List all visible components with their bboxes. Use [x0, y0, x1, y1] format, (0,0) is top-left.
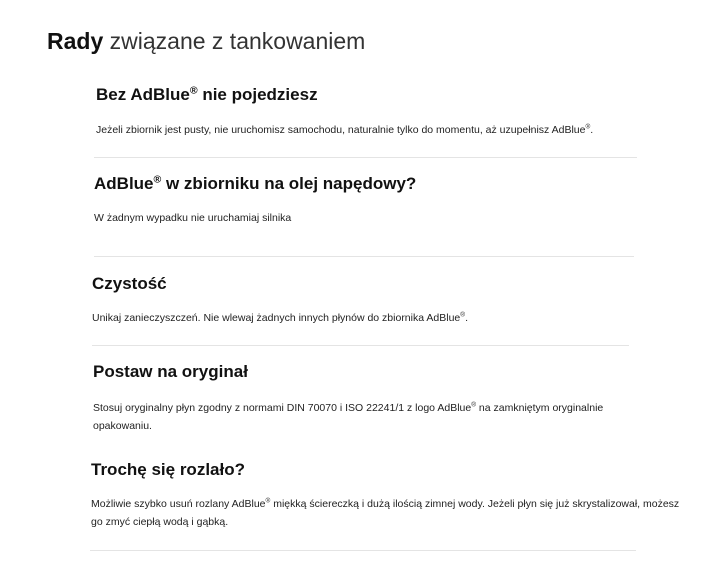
tip-heading [94, 173, 654, 195]
page-title-bold: Rady [47, 28, 104, 54]
tip-section-adblue-in-diesel [94, 173, 654, 227]
tip-text [93, 399, 663, 435]
tip-section-spilled [91, 459, 691, 531]
section-divider [94, 157, 637, 158]
tip-text [96, 121, 656, 139]
registered-mark: ® [265, 497, 271, 505]
registered-mark: ® [153, 173, 162, 186]
heading-text: Bez AdBlue [96, 85, 190, 104]
page-title [47, 27, 365, 55]
tip-section-no-adblue [96, 84, 656, 139]
tip-text [91, 495, 691, 531]
tip-text-part: . [590, 124, 594, 136]
heading-text: AdBlue [94, 174, 154, 193]
page-title-light: związane z tankowaniem [109, 28, 366, 54]
tip-text [92, 309, 652, 327]
heading-text: nie pojedziesz [197, 85, 318, 104]
heading-text: w zbiorniku na olej napędowy? [161, 174, 417, 193]
tip-text-part: Możliwie szybko usuń rozlany AdBlue [91, 498, 266, 510]
tip-text-part: . [465, 312, 468, 324]
tip-text-part: Stosuj oryginalny płyn zgodny z normami DIN 70070 i ISO 22241/1 z logo AdBlue [93, 402, 472, 414]
registered-mark: ® [189, 84, 198, 97]
registered-mark: ® [471, 401, 477, 409]
registered-mark: ® [585, 123, 591, 131]
tip-heading: Trochę się rozlało? [91, 460, 245, 479]
tip-text-part: miękką ściereczką i dużą ilością zimnej wody. Jeżeli płyn się już skrystalizował, możesz go zmyć ciepłą wodą i gąbką. [91, 498, 680, 528]
tip-text-part: na zamkniętym oryginalnie opakowaniu. [93, 402, 604, 432]
tip-text-part: Jeżeli zbiornik jest pusty, nie uruchomisz samochodu, naturalnie tylko do momentu, aż uzupełnisz AdBlue [96, 124, 586, 136]
tip-heading: Postaw na oryginał [93, 362, 248, 381]
tip-text-part: Unikaj zanieczyszczeń. Nie wlewaj żadnych innych płynów do zbiornika AdBlue [92, 312, 461, 324]
tip-heading [96, 84, 656, 106]
section-divider [90, 550, 636, 551]
tip-section-original [93, 361, 663, 435]
tip-section-cleanliness [92, 273, 652, 327]
registered-mark: ® [460, 311, 466, 319]
section-divider [92, 345, 629, 346]
tip-text: W żadnym wypadku nie uruchamiaj silnika [94, 212, 292, 224]
tip-heading: Czystość [92, 274, 167, 293]
section-divider [94, 256, 634, 257]
